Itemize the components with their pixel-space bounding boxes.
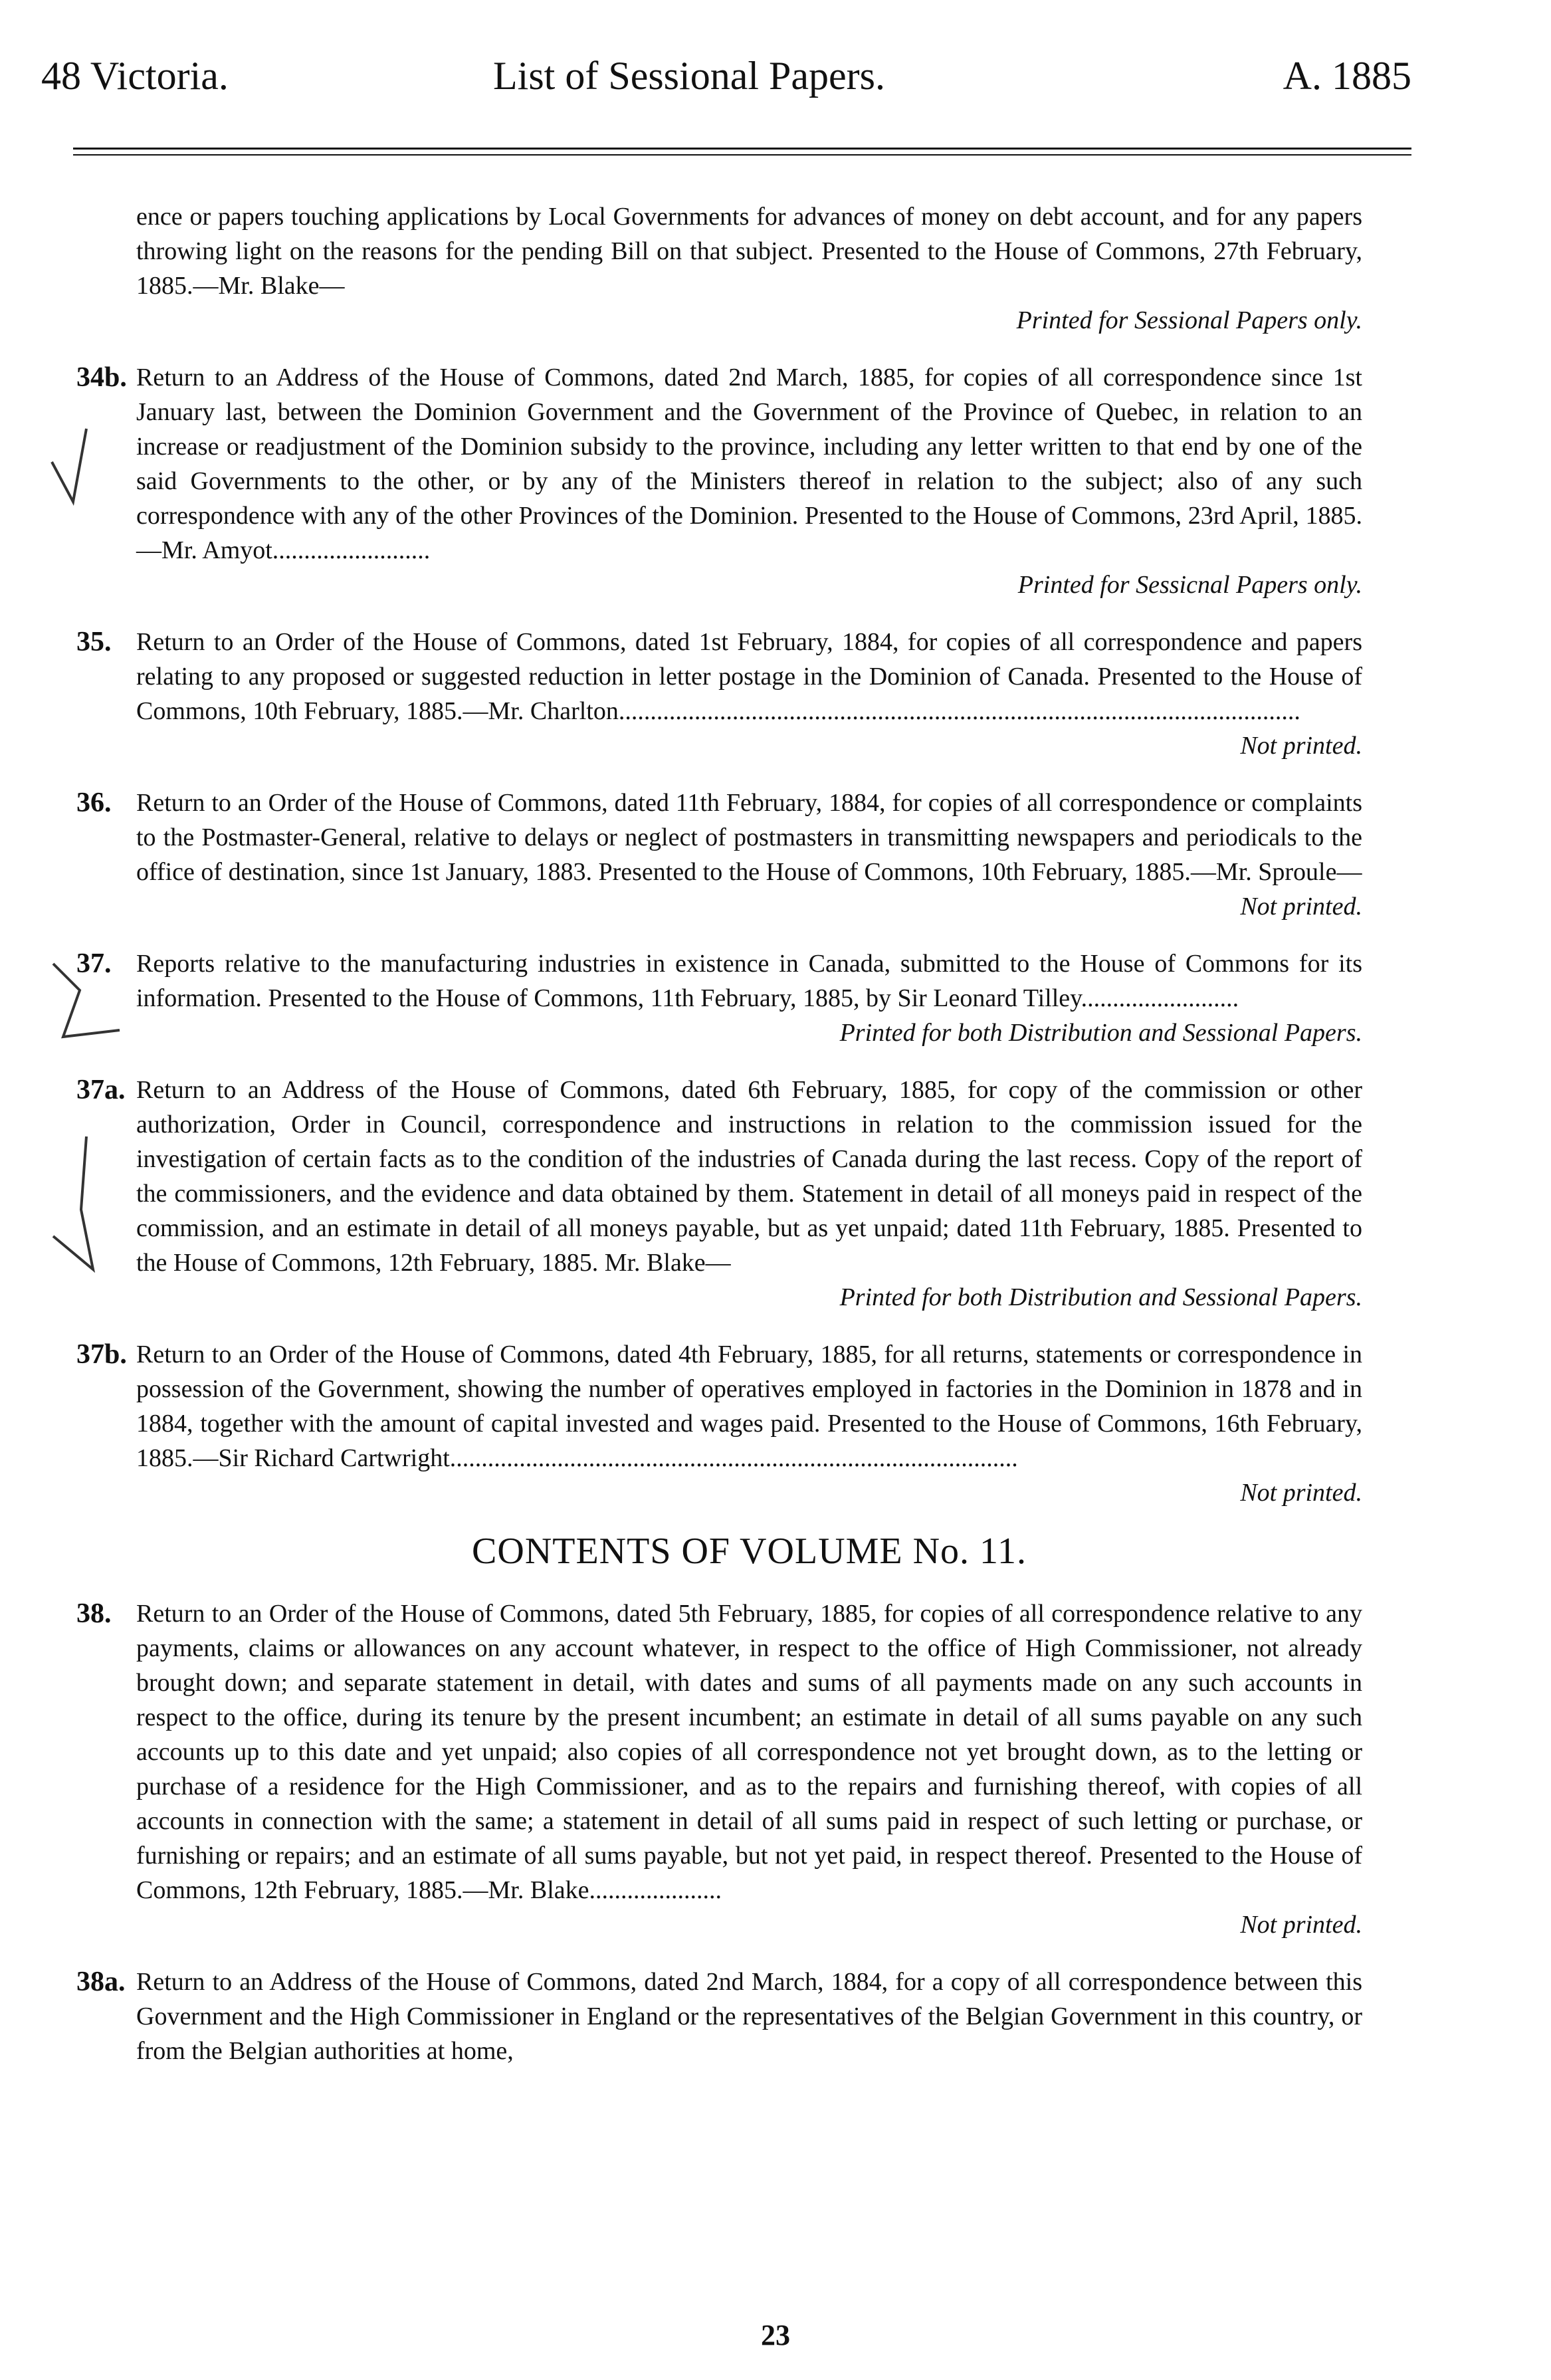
entry-number: 36.	[76, 788, 112, 818]
entry-status: Not printed.	[1240, 1479, 1362, 1507]
entry-status: Printed for Sessicnal Papers only.	[1017, 571, 1362, 599]
list-item	[76, 1965, 1362, 2068]
entry-status: Printed for Sessional Papers only.	[1016, 306, 1362, 334]
header-year: A. 1885	[1283, 54, 1411, 98]
margin-check-icon	[47, 422, 100, 515]
entry-text: Return to an Order of the House of Commons, dated 5th February, 1885, for copies of all correspondence relative to any payments, claims or allowances on any account whatever, in respect to the office of High Commissioner, not already brought down; and separate statement in detail, with dates and sums of all payments made on any such accounts in respect to the office, during its tenure by the present incumbent; an estimate in detail of all sums payable on any such accounts up to this date and yet unpaid; also copies of all correspondence not yet brought down, as to the letting or purchase of a residence for the High Commissioner, and as to the repairs and furnishing thereof, with copies of all accounts in connection with the same; a statement in detail of all sums paid in respect of such letting or purchase, or furnishing or repairs; and an estimate of all sums payable, but not yet paid, in respect thereof. Presented to the House of Commons, 12th February, 1885.—Mr. Blake.....................	[136, 1600, 1362, 1904]
entry-text: Return to an Order of the House of Commons, dated 11th February, 1884, for copies of all correspondence or complaints to the Postmaster-General, relative to delays or neglect of postmasters in transmitting newspapers and periodicals to the office of destination, since 1st January, 1883. Presented to the House of Commons, 10th February, 1885.—Mr. Sproule—	[136, 789, 1362, 886]
list-item	[76, 625, 1362, 763]
page-number: 23	[761, 2319, 790, 2351]
entry-text: Return to an Order of the House of Commons, dated 4th February, 1885, for all returns, statements or correspondence in possession of the Government, showing the number of operatives employed in factories in the Dominion in 1878 and in 1884, together with the amount of capital invested and wages paid. Presented to the House of Commons, 16th February, 1885.—Sir Richard Cartwright..........................................................................................	[136, 1341, 1362, 1472]
list-item	[76, 786, 1362, 924]
entry-number: 38.	[76, 1598, 112, 1629]
list-item	[76, 1596, 1362, 1942]
entry-number: 37b.	[76, 1339, 127, 1370]
entry-text: ence or papers touching applications by Local Governments for advances of money on debt account, and for any papers throwing light on the reasons for the pending Bill on that subject. Presented to the House of Commons, 27th February, 1885.—Mr. Blake—	[136, 203, 1362, 300]
section-heading: CONTENTS OF VOLUME No. 11.	[472, 1531, 1027, 1572]
header-title: List of Sessional Papers.	[493, 54, 885, 98]
header-rule-thick	[73, 148, 1411, 150]
list-item	[136, 199, 1362, 338]
list-item	[76, 360, 1362, 602]
entry-text: Return to an Address of the House of Commons, dated 6th February, 1885, for copy of the commission or other authorization, Order in Council, correspondence and instructions in relation to the commission issued for the investigation of certain facts as to the condition of the industries of Canada during the last recess. Copy of the report of the commissioners, and the evidence and data obtained by them. Statement in detail of all moneys paid in respect of the commission, and an estimate in detail of all moneys payable, but as yet unpaid; dated 11th February, 1885. Presented to the House of Commons, 12th February, 1885. Mr. Blake—	[136, 1076, 1362, 1277]
running-header	[41, 40, 1411, 126]
margin-check-icon	[47, 1130, 106, 1283]
list-item	[76, 1073, 1362, 1315]
entry-status: Not printed.	[1240, 732, 1362, 760]
header-session: 48 Victoria.	[41, 54, 229, 98]
entry-number: 37.	[76, 948, 112, 979]
entry-status: Not printed.	[1240, 893, 1362, 920]
entry-number: 38a.	[76, 1967, 126, 1997]
entry-number: 37a.	[76, 1075, 126, 1105]
entry-number: 35.	[76, 627, 112, 657]
list-item	[76, 946, 1362, 1050]
entry-text: Return to an Address of the House of Commons, dated 2nd March, 1885, for copies of all correspondence since 1st January last, between the Dominion Government and the Government of the Province of Quebec, in relation to an increase or readjustment of the Dominion subsidy to the province, including any letter written to that end by one of the said Governments to the other, or by any of the Ministers thereof in relation to the subject; also of any such correspondence with any of the other Provinces of the Dominion. Presented to the House of Commons, 23rd April, 1885.—Mr. Amyot.........................	[136, 364, 1362, 564]
list-item	[76, 1337, 1362, 1510]
entry-status: Printed for both Distribution and Sessional Papers.	[839, 1019, 1362, 1047]
header-rule-thin	[73, 154, 1411, 156]
entry-status: Printed for both Distribution and Sessional Papers.	[839, 1283, 1362, 1311]
entry-text: Reports relative to the manufacturing industries in existence in Canada, submitted to the House of Commons for its information. Presented to the House of Commons, 11th February, 1885, by Sir Leonard Tilley.........................	[136, 950, 1362, 1012]
entries-top	[76, 199, 1362, 2091]
entry-text: Return to an Address of the House of Commons, dated 2nd March, 1884, for a copy of all correspondence between this Government and the High Commissioner in England or the representatives of the Belgian Government in this country, or from the Belgian authorities at home,	[136, 1968, 1362, 2065]
entry-text: Return to an Order of the House of Commons, dated 1st February, 1884, for copies of all correspondence and papers relating to any proposed or suggested reduction in letter postage in the Dominion of Canada. Presented to the House of Commons, 10th February, 1885.—Mr. Charlton............................................................................................................	[136, 628, 1362, 725]
entry-number: 34b.	[76, 362, 127, 393]
entry-status: Not printed.	[1240, 1911, 1362, 1939]
